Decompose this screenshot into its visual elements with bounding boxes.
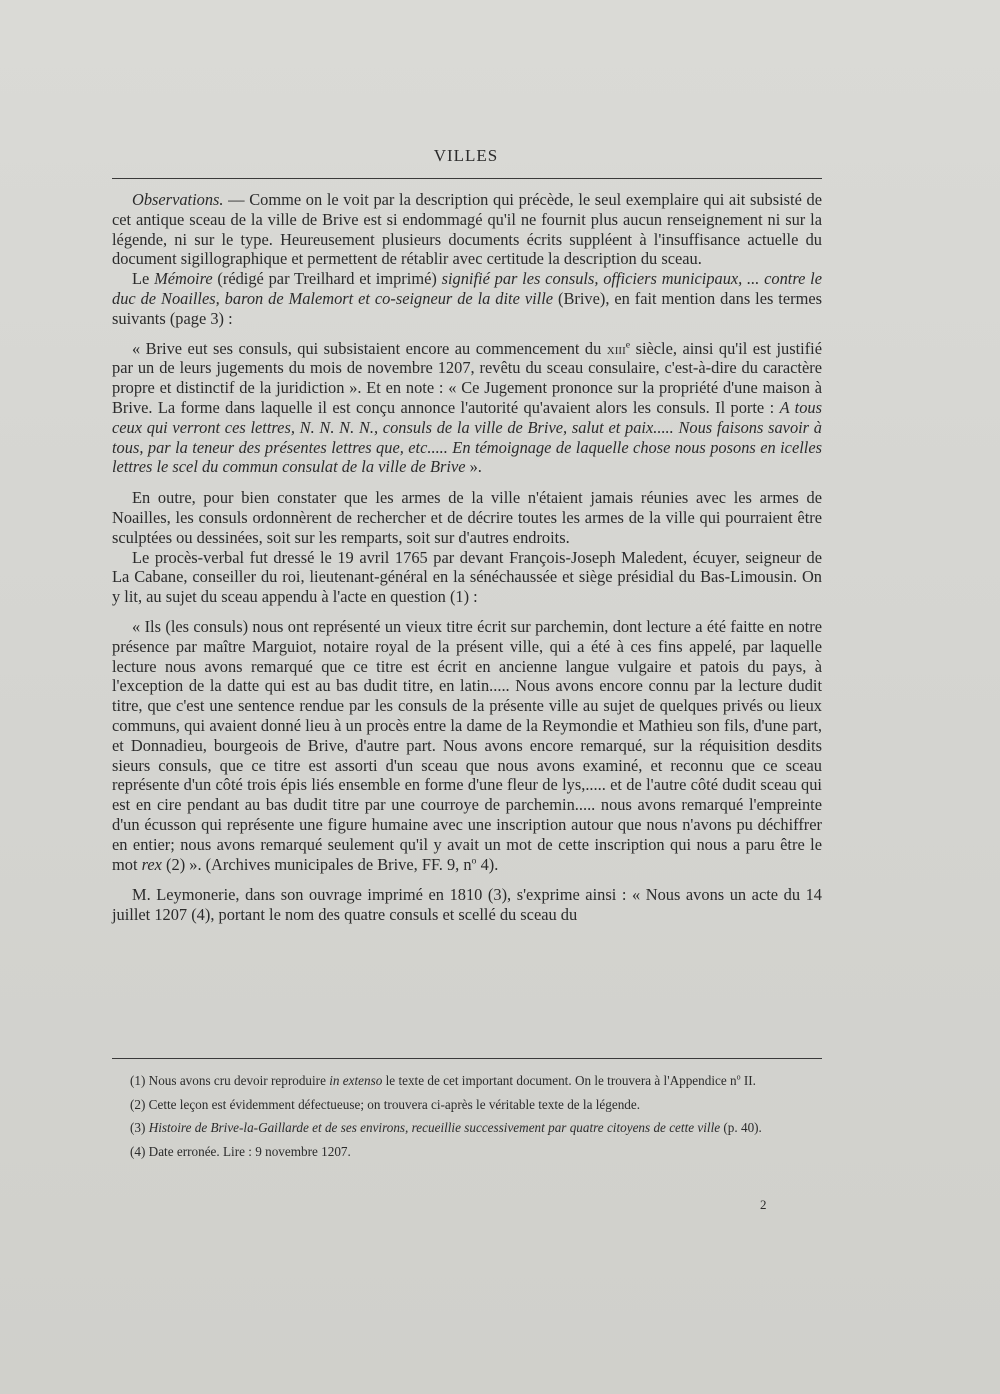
footnote-3 [112, 1120, 822, 1137]
memoire-text-e: (Brive), en fait mention dans les termes suivants (page 3) : [112, 288, 822, 328]
footnote-1-a: (1) Nous avons cru devoir reproduire [130, 1073, 330, 1088]
running-header: VILLES [433, 146, 499, 165]
quote2-text-a: « Ils (les consuls) nous ont représenté un vieux titre écrit sur parchemin, dont lecture a été faitte en notre présence par maître Marguiot, notaire royal de la présent ville, qui a été à ces fins appelé, par laquelle lecture nous avons remarqué que ce titre est écrit en ancienne langue vulgaire et patois du pays, à l'exception de la datte qui est au bas dudit titre, en latin..... Nous avons encore connu par la lecture dudit titre, que c'est une sentence rendue par les consuls de la présente ville au sujet de quelques privés ou lieux communs, qui avaient donné lieu à un procès entre la dame de la Reymondie et Mathieu son fils, d'une part, et Donnadieu, bourgeois de Brive, d'autre part. Nous avons encore remarqué, sur la réquisition desdits sieurs consuls, que ce titre est assorti d'un sceau que nous avons examiné, et reconnu que ce sceau représente d'un côté trois épis liés ensemble en forme d'une fleur de lys,..... et de l'autre côté dudit sceau qui est en cire pendant au bas dudit titre par une courroye de parchemin..... nous avons remarqué l'empreinte d'un écusson qui représente une figure humaine avec une inscription autour que nous n'avons pu déchiffrer en entier; nous avons remarqué seulement qu'il y avait un mot de cette inscription qui nous a paru être le mot [112, 616, 822, 874]
quote1-latin-formula: A tous ceux qui verront ces lettres, N. N. N. N., consuls de la ville de Brive, salut et paix..... Nous faisons savoir à tous, par la teneur des présentes lettres que, etc..... En témoignage de laquelle chose nous posons en icelles lettres le scel du commun consulat de la ville de Brive [112, 397, 823, 477]
quote1-text-d: ». [465, 457, 482, 477]
century-numeral: xiii [606, 338, 626, 358]
word-rex: rex [141, 854, 162, 874]
observations-label: Observations. [132, 190, 224, 209]
footnote-1-in-extenso: in extenso [329, 1073, 383, 1088]
footnote-1-sup: o [736, 1072, 741, 1082]
memoire-title: Mémoire [154, 269, 213, 289]
memoire-text-a: Le [132, 269, 155, 289]
header-rule [112, 178, 822, 179]
footnote-1-d: II. [740, 1073, 756, 1088]
footnote-3-title: Histoire de Brive-la-Gaillarde et de ses environs, recueillie successivement par quatre citoyens de cette ville [148, 1120, 721, 1135]
quote2-text-b: (2) ». (Archives municipales de Brive, FF. 9, n [161, 854, 472, 874]
memoire-text-c: (rédigé par Treilhard et imprimé) [212, 269, 442, 289]
footnote-rule [112, 1058, 822, 1059]
footnote-3-a: (3) [130, 1120, 149, 1135]
footnote-1 [112, 1073, 822, 1090]
footnote-1-c: le texte de cet important document. On le trouvera à l'Appendice n [382, 1073, 737, 1088]
observations-text: — Comme on le voit par la description qui précède, le seul exemplaire qui ait subsisté de cet antique sceau de la ville de Brive est si endommagé qu'il ne fournit plus aucun renseignement ni sur la légende, ni sur le type. Heureusement plusieurs documents écrits suppléent à l'insuffisance actuelle du document sigillographique et permettent de rétablir avec certitude la description du sceau. [112, 190, 822, 269]
footnotes [112, 1073, 822, 1167]
footnote-2: (2) Cette leçon est évidemment défectueuse; on trouvera ci-après le véritable texte de la légende. [130, 1096, 641, 1112]
footnote-4: (4) Date erronée. Lire : 9 novembre 1207. [130, 1143, 351, 1159]
paragraph-leymonerie: M. Leymonerie, dans son ouvrage imprimé en 1810 (3), s'exprime ainsi : « Nous avons un acte du 14 juillet 1207 (4), portant le nom des quatre consuls et scellé du sceau du [112, 885, 822, 925]
paragraph-proces-verbal: Le procès-verbal fut dressé le 19 avril 1765 par devant François-Joseph Maledent, écuyer, seigneur de La Cabane, conseiller du roi, lieutenant-général en la sénéchaussée et siège présidial du Bas-Limousin. On y lit, au sujet du sceau appendu à l'acte en question (1) : [112, 547, 822, 607]
century-sup: e [625, 339, 631, 351]
page-number: 2 [760, 1197, 767, 1212]
quote-consuls [112, 339, 822, 478]
quote2-text-c: 4). [476, 854, 499, 874]
numero-sup: o [471, 855, 477, 867]
paragraph-observations [112, 190, 822, 269]
paragraph-memoire [112, 269, 822, 328]
footnote-3-c: (p. 40). [720, 1120, 762, 1135]
memoire-full-title: signifié par les consuls, officiers municipaux, ... contre le duc de Noailles, baron de Malemort et co-seigneur de la dite ville [112, 269, 823, 308]
paragraph-en-outre: En outre, pour bien constater que les armes de la ville n'étaient jamais réunies avec les armes de Noailles, les consuls ordonnèrent de rechercher et de décrire toutes les armes de la ville qui pourraient être sculptées ou dessinées, soit sur les remparts, soit sur d'autres endroits. [112, 488, 822, 547]
quote-proces-verbal [112, 617, 822, 874]
main-text [112, 190, 822, 925]
quote1-text-b: siècle, ainsi qu'il est justifié par un de leurs jugements du mois de novembre 1207, revêtu du sceau consulaire, c'est-à-dire du caractère propre et distinctif de la juridiction ». Et en note : « Ce Jugement prononce sur la propriété d'une maison à Brive. La forme dans laquelle il est conçu annonce l'autorité qu'avaient alors les consuls. Il porte : [112, 338, 822, 417]
quote1-text-a: « Brive eut ses consuls, qui subsistaient encore au commencement du [132, 338, 607, 358]
